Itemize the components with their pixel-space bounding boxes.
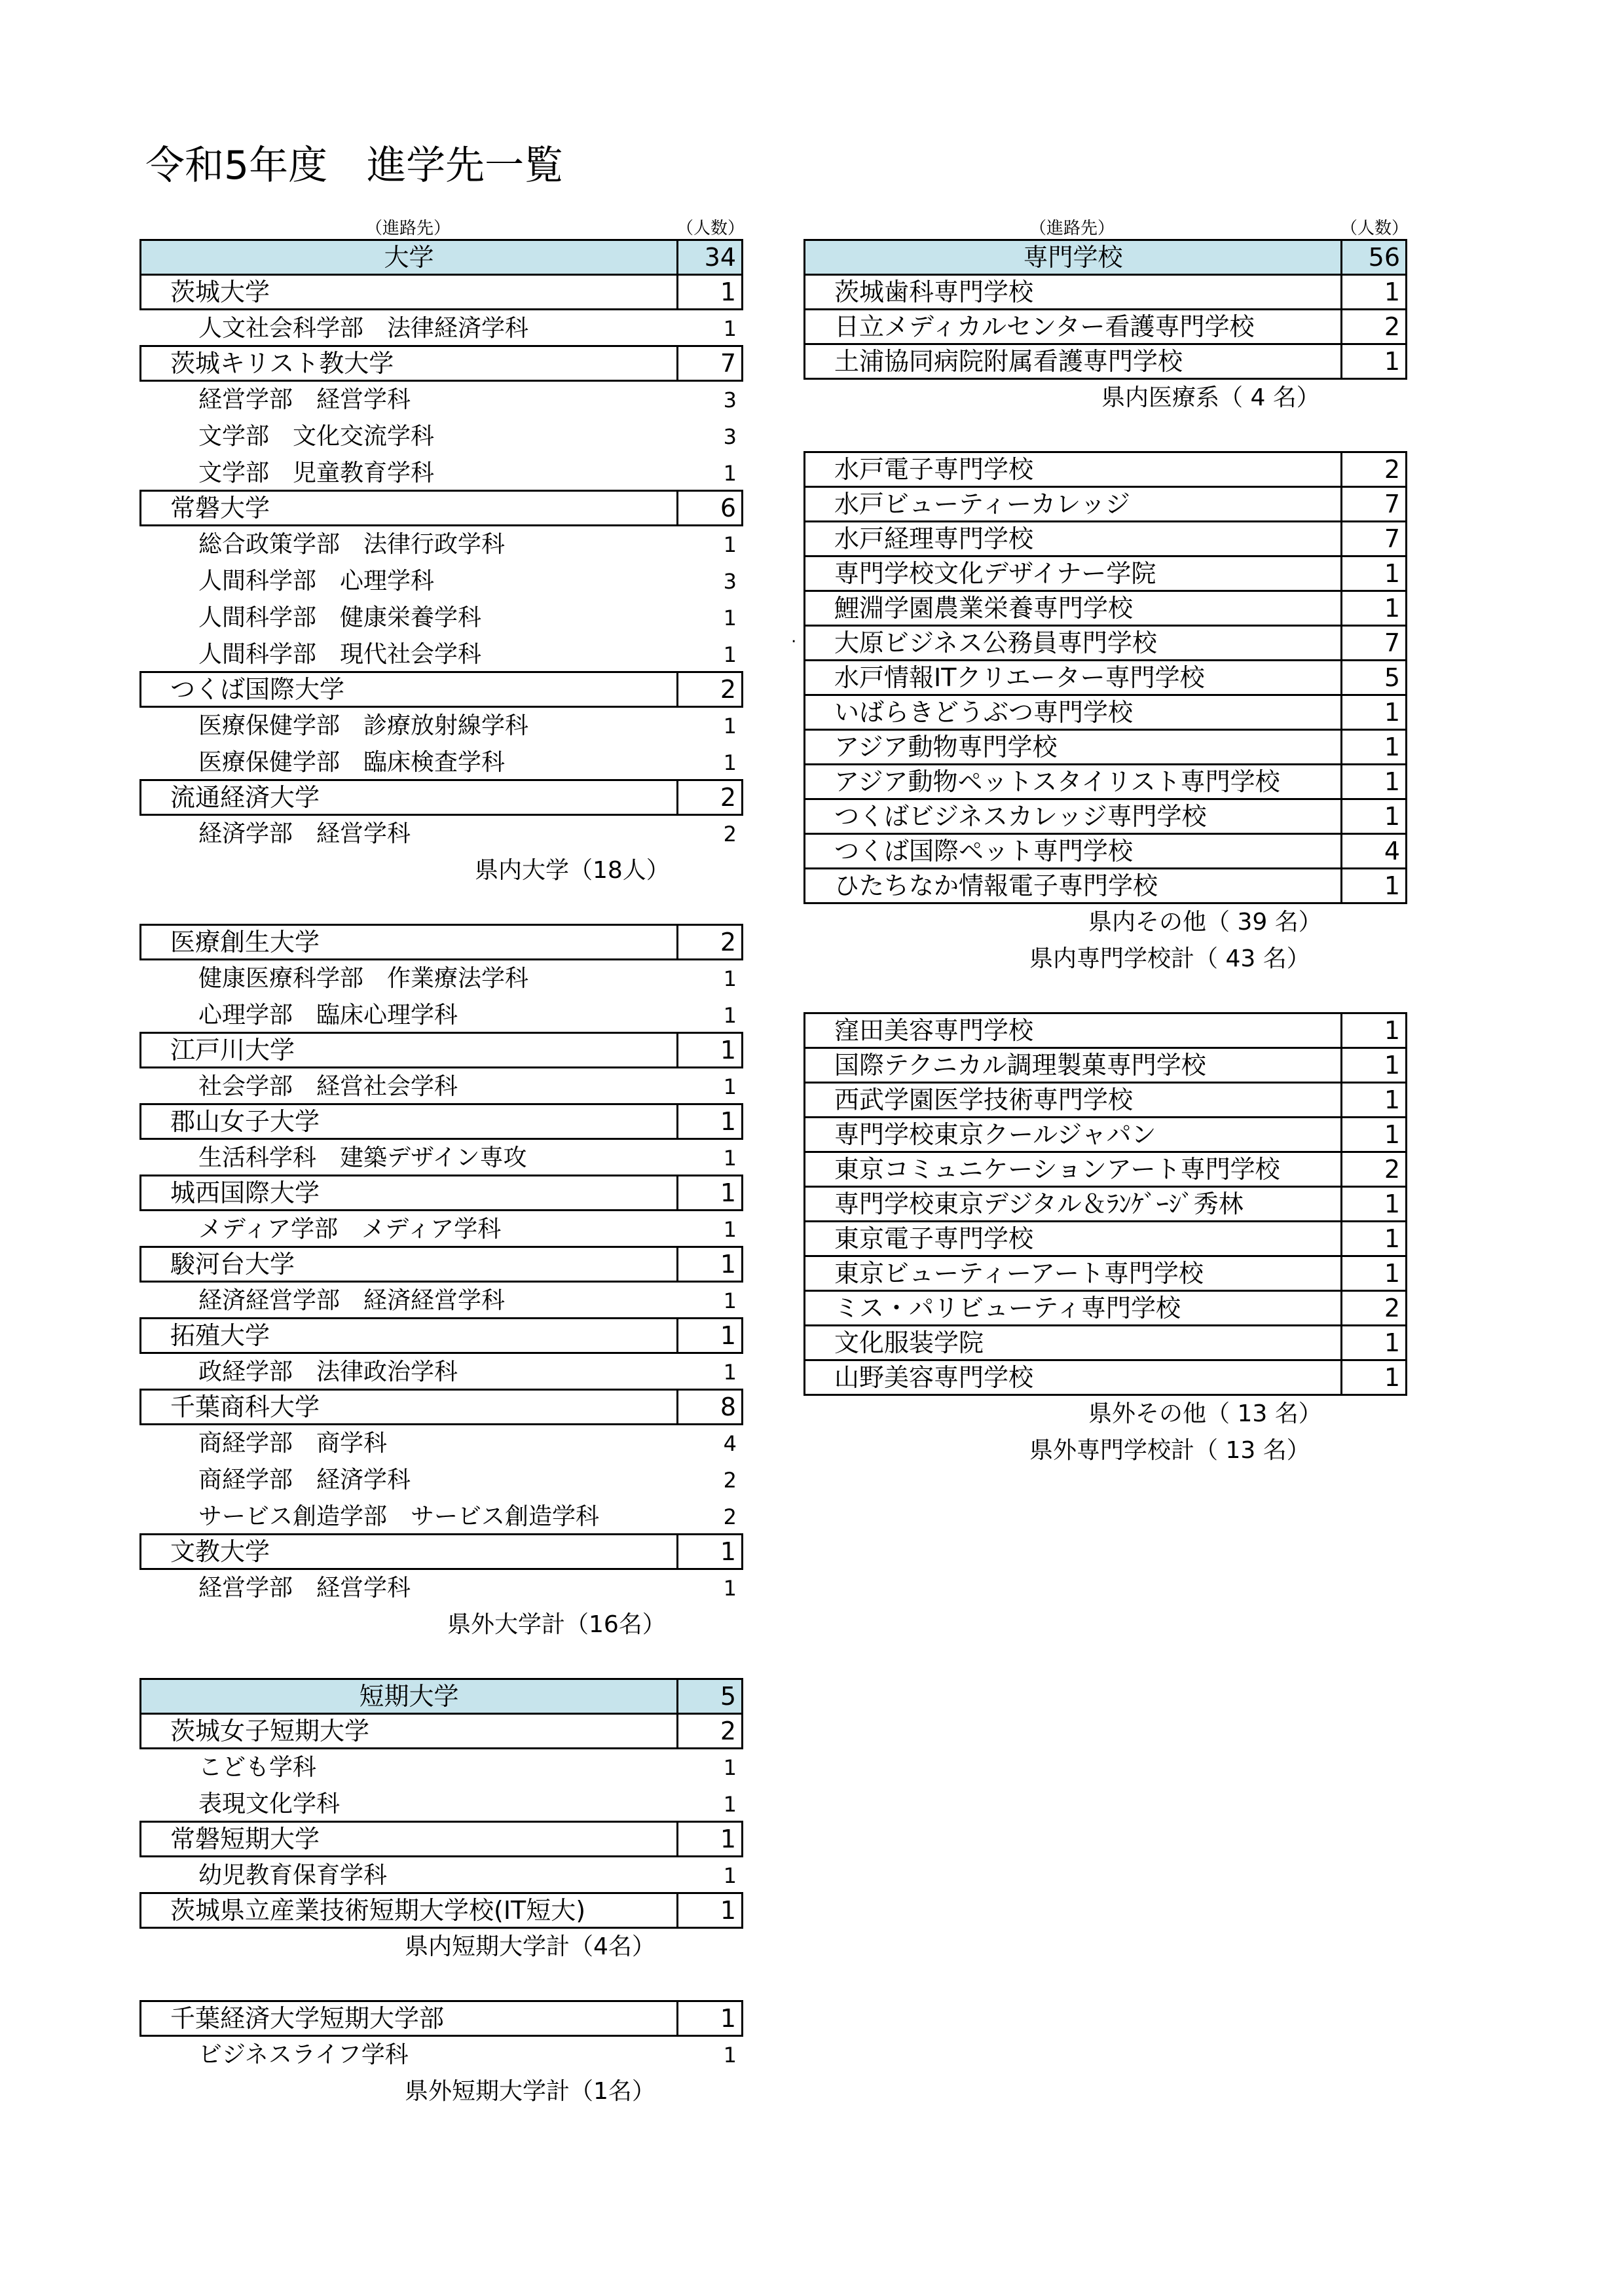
school-row (139, 1032, 743, 1068)
department-count: 1 (723, 1576, 737, 1601)
column-divider (676, 1319, 678, 1352)
department-row (139, 563, 743, 600)
school-name: 西武学園医学技術専門学校 (834, 1085, 1134, 1114)
school-count: 1 (1384, 1363, 1400, 1392)
department-name: メディア学部 メディア学科 (198, 1216, 502, 1243)
column-divider (1340, 627, 1342, 659)
column-divider (1340, 1153, 1342, 1186)
column-divider (676, 781, 678, 814)
department-name: 幼児教育保育学科 (198, 1862, 388, 1889)
school-name: つくばビジネスカレッジ専門学校 (834, 802, 1207, 831)
department-count: 3 (723, 424, 737, 449)
department-count: 2 (723, 1468, 737, 1493)
school-count: 8 (720, 1393, 736, 1421)
school-row (139, 1389, 743, 1425)
school-name: 山野美容専門学校 (834, 1363, 1034, 1392)
school-name: 医療創生大学 (170, 928, 320, 957)
school-name: 茨城歯科専門学校 (834, 278, 1034, 306)
school-row (139, 1892, 743, 1929)
department-row (139, 816, 743, 852)
department-name: サービス創造学部 サービス創造学科 (198, 1503, 600, 1530)
column-divider (1340, 835, 1342, 867)
school-name: 城西国際大学 (170, 1178, 320, 1207)
school-row (803, 1186, 1407, 1222)
column-divider (676, 1680, 678, 1713)
department-row (139, 1462, 743, 1499)
department-row (139, 708, 743, 744)
university-column (139, 212, 743, 2110)
school-row (803, 555, 1407, 592)
subtotal-line: 県外その他（ 13 名） (1088, 1400, 1322, 1427)
school-name: 水戸ビューティーカレッジ (834, 490, 1130, 519)
department-row (139, 382, 743, 418)
school-name: 水戸電子専門学校 (834, 455, 1034, 484)
department-row (139, 1211, 743, 1248)
school-count: 1 (720, 1250, 736, 1279)
school-count: 6 (720, 494, 736, 522)
school-row (139, 274, 743, 310)
school-name: 東京ビューティーアート専門学校 (834, 1259, 1204, 1288)
department-name: 政経学部 法律政治学科 (198, 1358, 458, 1385)
school-name: ひたちなか情報電子専門学校 (834, 871, 1158, 900)
count-label: （人数） (1340, 219, 1409, 238)
column-divider (1340, 1292, 1342, 1324)
department-row (139, 1283, 743, 1319)
column-divider (1340, 696, 1342, 729)
school-count: 1 (1384, 1224, 1400, 1253)
school-row (139, 779, 743, 816)
column-divider (1340, 453, 1342, 486)
department-count: 1 (723, 1360, 737, 1385)
department-name: こども学科 (198, 1754, 317, 1781)
department-row (139, 418, 743, 455)
school-count: 1 (1384, 871, 1400, 900)
column-divider (676, 1034, 678, 1066)
department-name: 心理学部 臨床心理学科 (198, 1002, 458, 1029)
school-count: 1 (720, 1107, 736, 1136)
school-count: 1 (720, 1537, 736, 1566)
school-row (803, 1151, 1407, 1188)
column-divider (676, 2002, 678, 2035)
spacer (803, 416, 1407, 453)
column-divider (676, 1715, 678, 1747)
school-name: 駿河台大学 (170, 1250, 295, 1279)
page-title: 令和5年度 進学先一覧 (145, 143, 564, 189)
school-name: 常磐短期大学 (170, 1825, 320, 1853)
column-divider (1340, 1326, 1342, 1359)
school-row (803, 1082, 1407, 1118)
department-row (139, 2037, 743, 2073)
department-count: 1 (723, 1146, 737, 1171)
school-count: 2 (720, 928, 736, 957)
school-count: 1 (1384, 1259, 1400, 1288)
school-count: 1 (720, 1896, 736, 1925)
school-name: 茨城キリスト教大学 (170, 349, 394, 378)
department-name: 経済学部 経営学科 (198, 820, 411, 847)
category-count: 56 (1368, 243, 1400, 272)
department-count: 1 (723, 1792, 737, 1817)
column-divider (676, 926, 678, 958)
subtotal-line: 県内医療系（ 4 名） (1101, 384, 1320, 411)
subtotal-line: 県内その他（ 39 名） (1088, 909, 1322, 936)
column-divider (676, 1535, 678, 1568)
department-name: 経営学部 経営学科 (198, 1575, 411, 1601)
school-count: 1 (1384, 802, 1400, 831)
department-name: 人文社会科学部 法律経済学科 (198, 315, 529, 342)
department-row (139, 744, 743, 781)
destination-label: （進路先） (365, 219, 451, 238)
school-name: 日立メディカルセンター看護専門学校 (834, 312, 1255, 341)
school-count: 1 (720, 1178, 736, 1207)
spacer (139, 1643, 743, 1680)
school-row (803, 1255, 1407, 1292)
department-count: 1 (723, 1003, 737, 1028)
column-divider (1340, 488, 1342, 520)
department-count: 1 (723, 2043, 737, 2068)
school-count: 1 (1384, 347, 1400, 376)
school-count: 2 (720, 675, 736, 704)
column-divider (1340, 800, 1342, 833)
department-count: 1 (723, 1755, 737, 1780)
school-row (803, 763, 1407, 800)
subtotal-line: 県外大学計（16名） (447, 1611, 666, 1638)
department-row (139, 636, 743, 673)
column-divider (1340, 661, 1342, 694)
school-name: 千葉経済大学短期大学部 (170, 2004, 445, 2033)
subtotal-line: 県外短期大学計（1名） (405, 2078, 655, 2105)
column-divider (1340, 241, 1342, 274)
department-row (139, 526, 743, 563)
school-row (139, 1533, 743, 1570)
school-count: 1 (1384, 1085, 1400, 1114)
school-row (803, 1012, 1407, 1049)
school-count: 1 (720, 2004, 736, 2033)
school-count: 1 (1384, 1120, 1400, 1149)
school-row (139, 924, 743, 960)
department-count: 1 (723, 642, 737, 667)
category-name: 短期大学 (359, 1682, 459, 1711)
department-count: 2 (723, 822, 737, 847)
school-name: 専門学校東京デジタル＆ﾗﾝｹﾞｰｼﾞ秀林 (834, 1190, 1244, 1218)
department-name: 人間科学部 心理学科 (198, 568, 435, 594)
department-count: 2 (723, 1504, 737, 1529)
column-labels (803, 212, 1407, 241)
school-name: 窪田美容専門学校 (834, 1016, 1034, 1045)
column-divider (1340, 345, 1342, 378)
school-row (139, 1821, 743, 1857)
school-row (803, 343, 1407, 380)
department-row (139, 997, 743, 1034)
department-count: 4 (723, 1431, 737, 1456)
department-name: 社会学部 経営社会学科 (198, 1073, 458, 1100)
subtotal-line: 県内専門学校計（ 43 名） (1029, 945, 1310, 972)
school-name: 常磐大学 (170, 494, 270, 522)
department-count: 1 (723, 1074, 737, 1099)
department-name: 人間科学部 健康栄養学科 (198, 604, 482, 631)
school-name: 東京電子専門学校 (834, 1224, 1034, 1253)
school-row (139, 1246, 743, 1283)
department-row (139, 600, 743, 636)
department-row (139, 1354, 743, 1391)
department-name: 商経学部 経済学科 (198, 1467, 411, 1493)
school-row (803, 520, 1407, 557)
department-name: 生活科学科 建築デザイン専攻 (198, 1144, 527, 1171)
school-name: 郡山女子大学 (170, 1107, 320, 1136)
department-count: 3 (723, 388, 737, 412)
school-row (803, 1290, 1407, 1326)
category-count: 34 (704, 243, 736, 272)
department-row (139, 1068, 743, 1105)
column-divider (676, 1894, 678, 1927)
school-count: 2 (720, 783, 736, 812)
column-divider (676, 1391, 678, 1423)
school-name: アジア動物専門学校 (834, 733, 1058, 761)
school-name: 専門学校東京クールジャパン (834, 1120, 1156, 1149)
school-count: 1 (720, 278, 736, 306)
department-name: 商経学部 商学科 (198, 1430, 388, 1457)
school-name: アジア動物ペットスタイリスト専門学校 (834, 767, 1280, 796)
column-divider (676, 673, 678, 706)
school-name: 文化服装学院 (834, 1328, 984, 1357)
school-name: 茨城女子短期大学 (170, 1717, 370, 1745)
spacer (139, 1965, 743, 2002)
department-row (139, 1786, 743, 1823)
school-count: 2 (1384, 1155, 1400, 1184)
department-count: 1 (723, 1863, 737, 1888)
department-row (139, 1140, 743, 1176)
school-name: 水戸経理専門学校 (834, 524, 1034, 553)
school-row (139, 1175, 743, 1211)
school-count: 1 (1384, 594, 1400, 623)
department-row (139, 1857, 743, 1894)
school-name: つくば国際大学 (170, 675, 345, 704)
spacer (139, 889, 743, 926)
school-count: 1 (1384, 278, 1400, 306)
department-name: 文学部 児童教育学科 (198, 460, 435, 486)
department-name: 経営学部 経営学科 (198, 386, 411, 413)
school-row (139, 1713, 743, 1749)
department-name: 医療保健学部 診療放射線学科 (198, 712, 529, 739)
department-count: 1 (723, 714, 737, 738)
school-count: 1 (1384, 1051, 1400, 1080)
school-count: 7 (1384, 524, 1400, 553)
school-name: 専門学校文化デザイナー学院 (834, 559, 1156, 588)
school-name: 茨城大学 (170, 278, 270, 306)
school-row (139, 345, 743, 382)
department-name: 総合政策学部 法律行政学科 (198, 531, 506, 558)
school-row (803, 274, 1407, 310)
school-name: 土浦協同病院附属看護専門学校 (834, 347, 1183, 376)
school-row (139, 671, 743, 708)
school-count: 1 (720, 1036, 736, 1065)
school-row (803, 798, 1407, 835)
school-name: 大原ビジネス公務員専門学校 (834, 629, 1157, 657)
school-count: 7 (1384, 629, 1400, 657)
category-header-junior-college (139, 1678, 743, 1715)
school-count: 2 (1384, 312, 1400, 341)
department-row (139, 1499, 743, 1535)
vocational-column (803, 212, 1407, 1469)
school-count: 2 (1384, 455, 1400, 484)
column-divider (1340, 592, 1342, 625)
column-divider (1340, 731, 1342, 763)
department-name: 表現文化学科 (198, 1791, 341, 1817)
category-header-vocational (803, 239, 1407, 276)
department-name: 文学部 文化交流学科 (198, 423, 435, 450)
department-name: 経済経営学部 経済経営学科 (198, 1287, 506, 1314)
school-row (803, 694, 1407, 731)
school-row (803, 1359, 1407, 1396)
school-row (803, 451, 1407, 488)
department-name: 人間科学部 現代社会学科 (198, 641, 482, 668)
school-row (803, 625, 1407, 661)
school-name: 千葉商科大学 (170, 1393, 320, 1421)
stray-mark: . (791, 627, 797, 647)
school-count: 1 (1384, 1190, 1400, 1218)
school-row (803, 1047, 1407, 1084)
school-count: 1 (1384, 559, 1400, 588)
department-count: 1 (723, 750, 737, 775)
department-count: 1 (723, 966, 737, 991)
school-row (803, 1324, 1407, 1361)
school-count: 1 (1384, 1328, 1400, 1357)
column-divider (1340, 276, 1342, 308)
column-divider (676, 1176, 678, 1209)
column-divider (1340, 1049, 1342, 1082)
column-divider (676, 1248, 678, 1281)
department-count: 1 (723, 532, 737, 557)
column-divider (676, 492, 678, 524)
department-row (139, 1425, 743, 1462)
school-row (803, 1220, 1407, 1257)
school-name: 東京コミュニケーションアート専門学校 (834, 1155, 1280, 1184)
column-divider (676, 276, 678, 308)
school-count: 7 (1384, 490, 1400, 519)
category-count: 5 (720, 1682, 736, 1711)
column-divider (676, 1823, 678, 1855)
category-name: 専門学校 (1023, 243, 1123, 272)
school-name: 水戸情報ITクリエーター専門学校 (834, 663, 1205, 692)
department-count: 3 (723, 569, 737, 594)
column-divider (1340, 522, 1342, 555)
school-name: 江戸川大学 (170, 1036, 295, 1065)
department-count: 1 (723, 316, 737, 341)
school-row (803, 308, 1407, 345)
school-count: 7 (720, 349, 736, 378)
school-count: 2 (1384, 1294, 1400, 1322)
subtotal-line: 県外専門学校計（ 13 名） (1029, 1437, 1310, 1464)
school-name: 国際テクニカル調理製菓専門学校 (834, 1051, 1206, 1080)
count-label: （人数） (676, 219, 745, 238)
school-count: 1 (1384, 698, 1400, 727)
school-row (803, 486, 1407, 522)
column-divider (1340, 557, 1342, 590)
department-count: 1 (723, 1217, 737, 1242)
school-count: 1 (720, 1825, 736, 1853)
column-divider (676, 347, 678, 380)
column-divider (1340, 1257, 1342, 1290)
department-row (139, 310, 743, 347)
column-divider (1340, 1084, 1342, 1116)
spacer (803, 977, 1407, 1014)
school-name: 鯉淵学園農業栄養専門学校 (834, 594, 1134, 623)
school-name: 茨城県立産業技術短期大学校(IT短大) (170, 1896, 586, 1925)
category-name: 大学 (384, 243, 434, 272)
school-name: ミス・パリビューティ専門学校 (834, 1294, 1181, 1322)
column-divider (676, 1105, 678, 1138)
column-divider (1340, 869, 1342, 902)
school-name: いばらきどうぶつ専門学校 (834, 698, 1134, 727)
department-row (139, 455, 743, 492)
school-row (139, 490, 743, 526)
department-name: 医療保健学部 臨床検査学科 (198, 749, 506, 776)
column-divider (1340, 310, 1342, 343)
department-count: 1 (723, 461, 737, 486)
department-row (139, 960, 743, 997)
department-name: ビジネスライフ学科 (198, 2041, 409, 2068)
department-row (139, 1749, 743, 1786)
column-divider (1340, 1118, 1342, 1151)
school-row (139, 1103, 743, 1140)
department-row (139, 1570, 743, 1607)
school-count: 2 (720, 1717, 736, 1745)
school-name: 流通経済大学 (170, 783, 320, 812)
school-name: つくば国際ペット専門学校 (834, 837, 1134, 866)
column-divider (1340, 1361, 1342, 1394)
school-count: 1 (1384, 733, 1400, 761)
school-count: 1 (720, 1321, 736, 1350)
school-name: 文教大学 (170, 1537, 270, 1566)
subtotal-line: 県内短期大学計（4名） (405, 1933, 655, 1960)
school-count: 5 (1384, 663, 1400, 692)
column-divider (1340, 1222, 1342, 1255)
school-row (139, 2000, 743, 2037)
column-divider (1340, 1014, 1342, 1047)
school-count: 1 (1384, 767, 1400, 796)
column-labels (139, 212, 743, 241)
school-row (803, 729, 1407, 765)
school-row (139, 1317, 743, 1354)
destination-label: （進路先） (1029, 219, 1115, 238)
department-count: 1 (723, 606, 737, 630)
school-row (803, 833, 1407, 869)
column-divider (1340, 765, 1342, 798)
category-header-university (139, 239, 743, 276)
school-row (803, 1116, 1407, 1153)
school-row (803, 659, 1407, 696)
column-divider (1340, 1188, 1342, 1220)
school-count: 1 (1384, 1016, 1400, 1045)
school-row (803, 867, 1407, 904)
school-name: 拓殖大学 (170, 1321, 270, 1350)
subtotal-line: 県内大学（18人） (475, 857, 670, 884)
school-row (803, 590, 1407, 627)
department-name: 健康医療科学部 作業療法学科 (198, 965, 529, 992)
department-count: 1 (723, 1288, 737, 1313)
school-count: 4 (1384, 837, 1400, 866)
column-divider (676, 241, 678, 274)
